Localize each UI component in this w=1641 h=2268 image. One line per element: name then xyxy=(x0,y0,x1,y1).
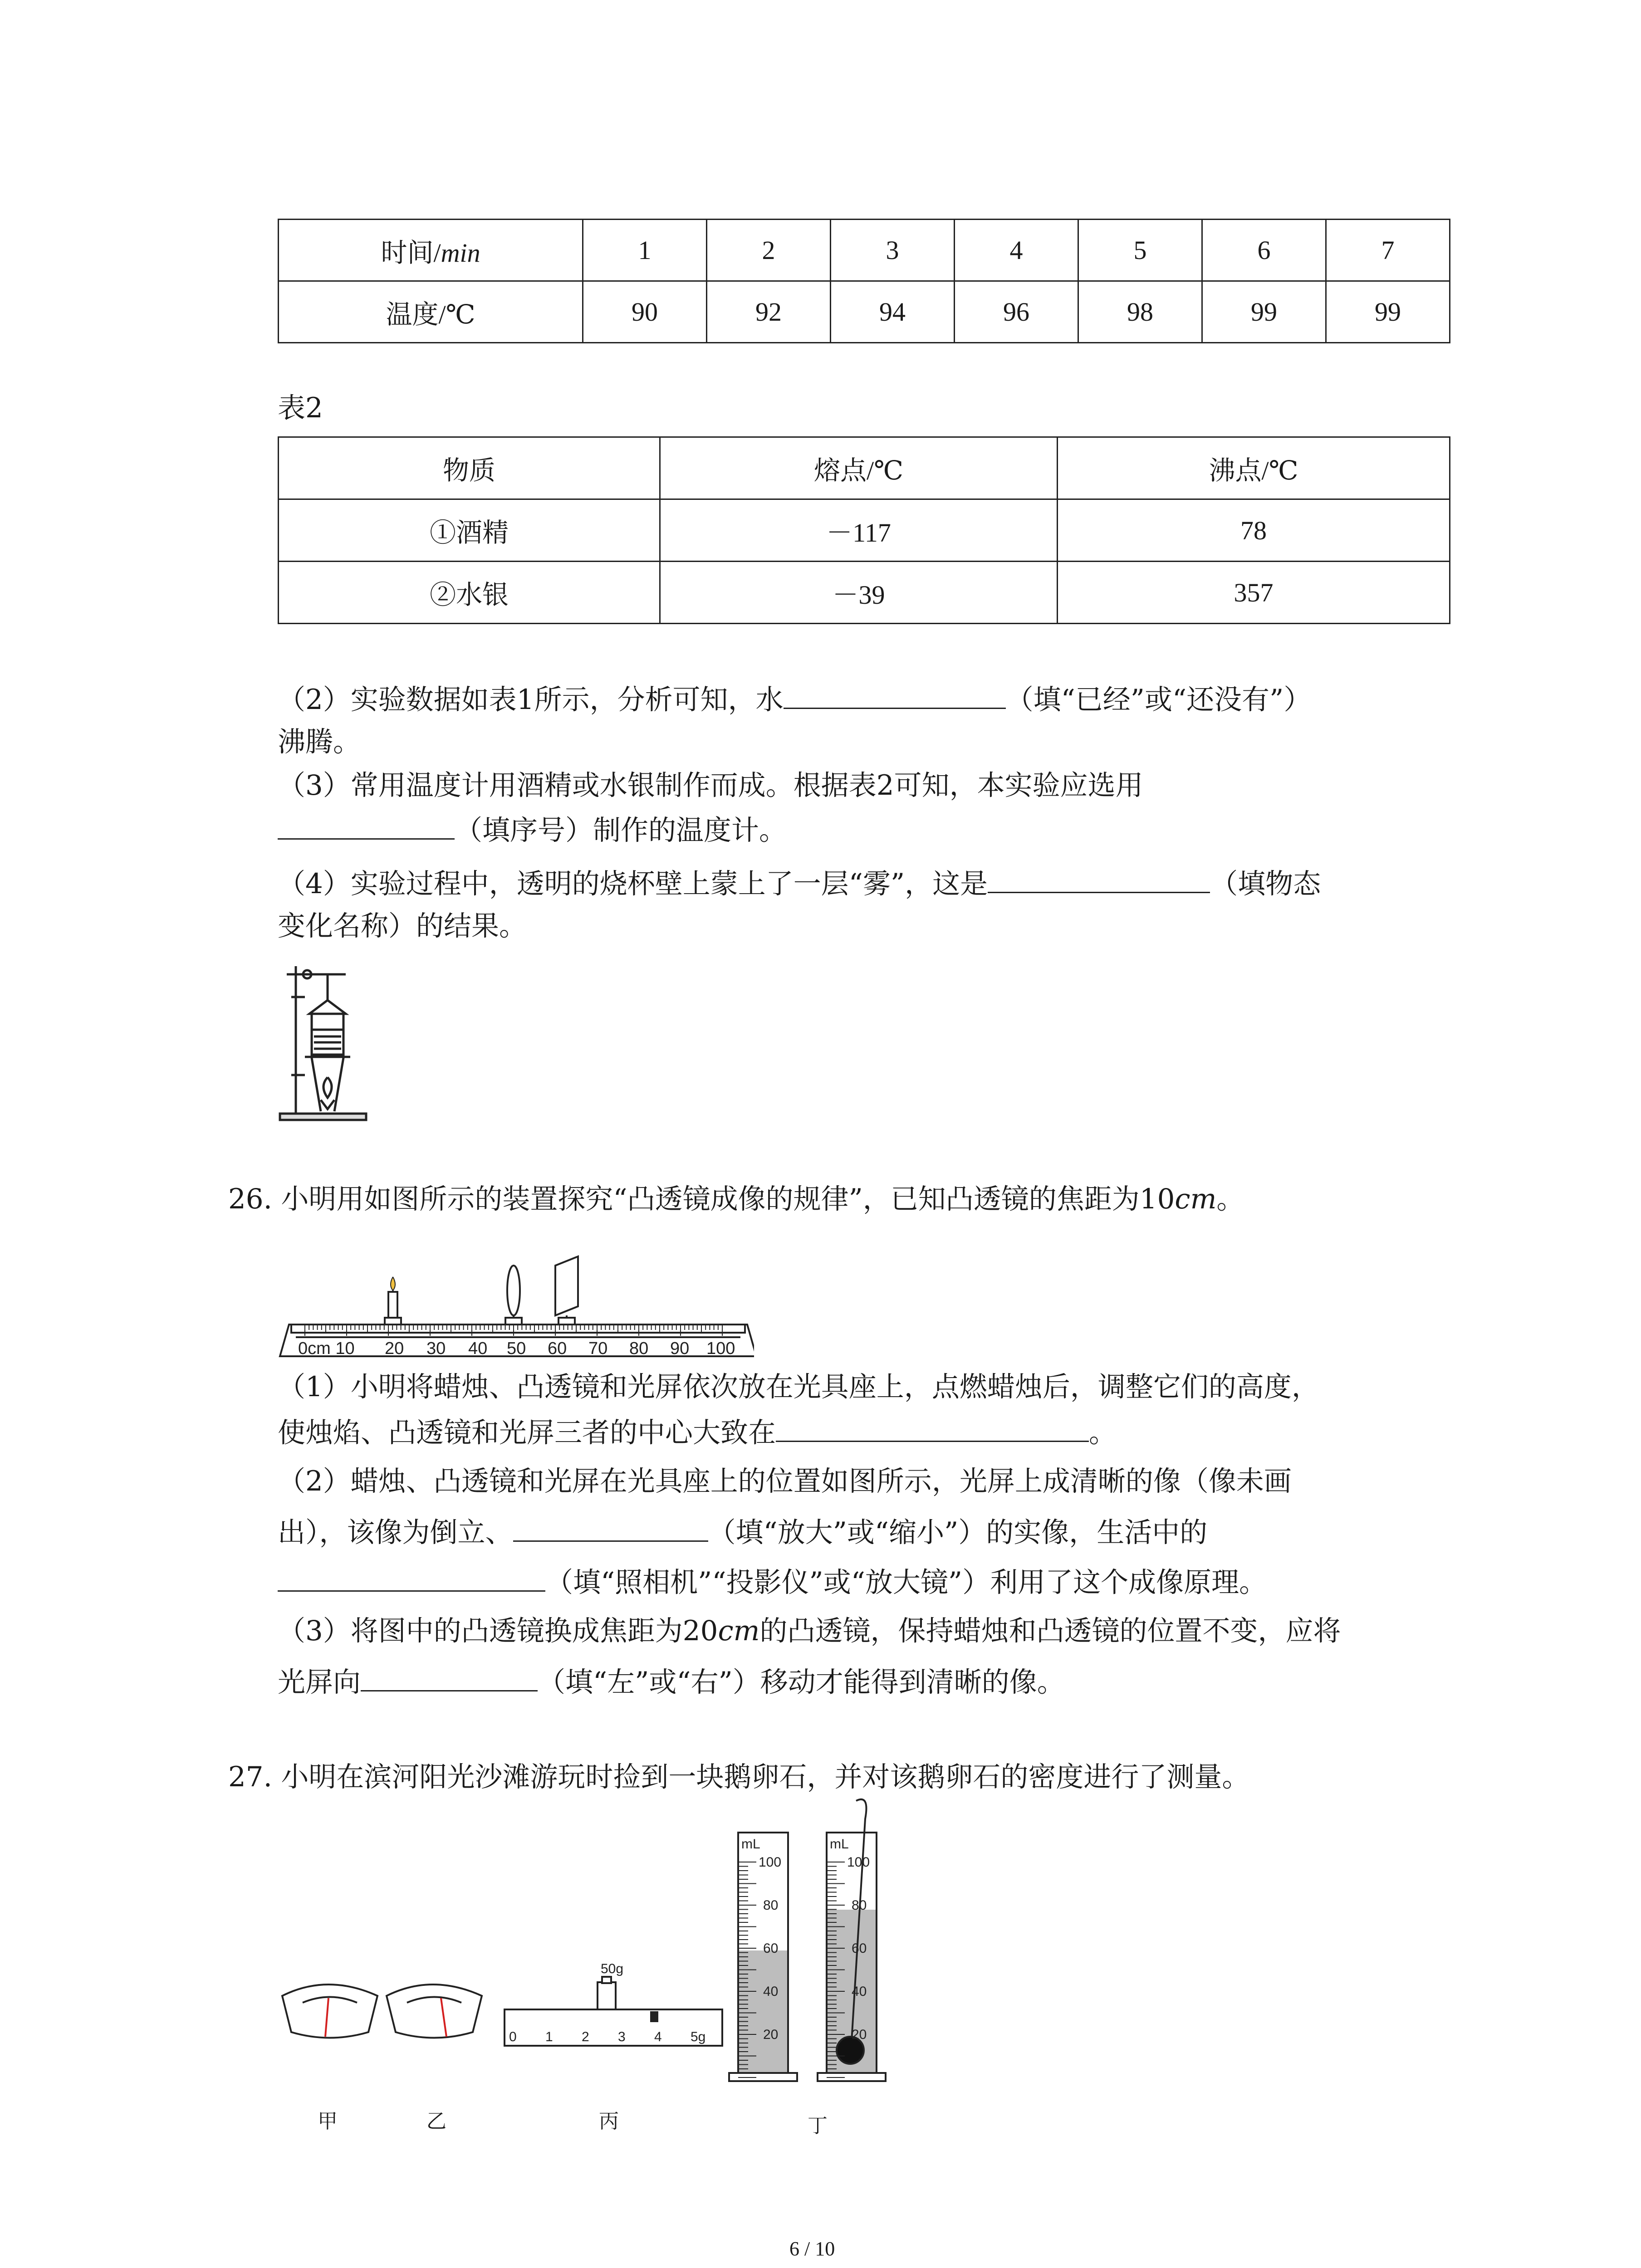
cylinder-tick: 40 xyxy=(763,1984,779,1999)
cylinder-tick: 80 xyxy=(852,1898,867,1913)
bench-label: 80 xyxy=(629,1339,649,1358)
balance-pointer-yi xyxy=(387,1984,482,2038)
cylinder-unit: mL xyxy=(830,1837,849,1852)
q25-part4-line2: 变化名称）的结果。 xyxy=(278,910,527,942)
bench-label: 20 xyxy=(385,1339,404,1358)
table-header-cell: 物质 xyxy=(279,437,660,499)
table-cell: ①酒精 xyxy=(279,499,660,562)
answer-blank[interactable] xyxy=(361,1664,538,1691)
rider-beam xyxy=(505,2009,722,2046)
table-row xyxy=(279,281,1450,343)
q25-part3-line1: （3）常用温度计用酒精或水银制作而成。根据表2可知，本实验应选用 xyxy=(278,769,1143,802)
table-cell: 温度/℃ xyxy=(279,281,583,343)
caption-ding: 丁 xyxy=(808,2114,828,2137)
table-cell: 99 xyxy=(1202,281,1326,343)
table-cell: 90 xyxy=(583,281,707,343)
weight-label: 50g xyxy=(601,1961,624,1976)
table-row xyxy=(279,499,1450,562)
table-cell: 1 xyxy=(583,220,707,281)
density-measurement-figure xyxy=(278,1796,922,2105)
caption-yi: 乙 xyxy=(426,2110,446,2133)
table-cell: 92 xyxy=(707,281,831,343)
bench-label: 0cm 10 xyxy=(298,1339,355,1358)
cylinder-tick: 60 xyxy=(852,1941,867,1956)
q25-part2-line1: （2）实验数据如表1所示，分析可知，水 （填“已经”或“还没有”） xyxy=(278,681,1311,717)
answer-blank[interactable] xyxy=(278,1564,545,1592)
table-cell: 96 xyxy=(955,281,1078,343)
cylinder-tick: 100 xyxy=(759,1855,782,1870)
table-cell: 6 xyxy=(1202,220,1326,281)
rider-label: 4 xyxy=(654,2029,662,2044)
page-number: 6 / 10 xyxy=(789,2238,835,2260)
table-2-caption: 表2 xyxy=(278,392,323,424)
table-header-cell: 沸点/℃ xyxy=(1058,437,1450,499)
rider-label: 0 xyxy=(509,2029,517,2044)
caption-bing: 丙 xyxy=(599,2110,619,2133)
weight-50g xyxy=(598,1982,616,2009)
table-cell: 2 xyxy=(707,220,831,281)
caption-jia: 甲 xyxy=(318,2110,338,2133)
q25-part2-line2: 沸腾。 xyxy=(278,726,361,758)
rider-label: 2 xyxy=(582,2029,589,2044)
bench-label: 70 xyxy=(588,1339,608,1358)
table-cell: 3 xyxy=(831,220,955,281)
q26-part2-line1: （2）蜡烛、凸透镜和光屏在光具座上的位置如图所示，光屏上成清晰的像（像未画 xyxy=(278,1465,1292,1497)
table-cell: 78 xyxy=(1058,499,1450,562)
answer-blank[interactable] xyxy=(784,681,1006,709)
q26-part3-line2: 光屏向 （填“左”或“右”）移动才能得到清晰的像。 xyxy=(278,1664,1065,1700)
answer-blank[interactable] xyxy=(278,812,455,840)
table-row xyxy=(279,220,1450,281)
q26-part3-line1: （3）将图中的凸透镜换成焦距为20cm的凸透镜，保持蜡烛和凸透镜的位置不变，应将 xyxy=(278,1615,1341,1647)
optical-bench-figure xyxy=(278,1252,754,1365)
table-1 xyxy=(278,219,1450,343)
bench-label: 60 xyxy=(548,1339,567,1358)
table-row xyxy=(279,437,1450,499)
table-cell: 98 xyxy=(1078,281,1202,343)
table-cell: 357 xyxy=(1058,562,1450,624)
table-cell: 7 xyxy=(1326,220,1450,281)
answer-blank[interactable] xyxy=(513,1514,708,1542)
boiling-apparatus-figure xyxy=(278,962,368,1125)
bench-label: 100 xyxy=(706,1339,735,1358)
rider-label: 1 xyxy=(545,2029,553,2044)
q26-stem: 26. 小明用如图所示的装置探究“凸透镜成像的规律”，已知凸透镜的焦距为10cm。 xyxy=(228,1183,1244,1215)
table-row xyxy=(279,562,1450,624)
table-cell: 99 xyxy=(1326,281,1450,343)
rider-label: 5g xyxy=(691,2029,706,2044)
q25-part3-line2: （填序号）制作的温度计。 xyxy=(278,812,787,848)
bench-label: 40 xyxy=(468,1339,488,1358)
table-cell: 时间/min xyxy=(279,220,583,281)
table-cell: －117 xyxy=(660,499,1058,562)
cylinder-tick: 40 xyxy=(852,1984,867,1999)
cylinder-tick: 100 xyxy=(847,1855,870,1870)
cylinder-tick: 80 xyxy=(763,1898,779,1913)
cylinder-tick: 20 xyxy=(763,2027,779,2042)
q26-part2-line2: 出），该像为倒立、 （填“放大”或“缩小”）的实像，生活中的 xyxy=(278,1514,1207,1550)
table-header-cell: 熔点/℃ xyxy=(660,437,1058,499)
bench-label: 90 xyxy=(670,1339,690,1358)
q26-part1-line1: （1）小明将蜡烛、凸透镜和光屏依次放在光具座上，点燃蜡烛后，调整它们的高度， xyxy=(278,1371,1319,1403)
answer-blank[interactable] xyxy=(988,865,1210,893)
table-cell: 5 xyxy=(1078,220,1202,281)
q27-stem: 27. 小明在滨河阳光沙滩游玩时捡到一块鹅卵石，并对该鹅卵石的密度进行了测量。 xyxy=(228,1761,1250,1793)
cylinder-tick: 60 xyxy=(763,1941,779,1956)
cylinder-tick: 20 xyxy=(852,2027,867,2042)
rider-label: 3 xyxy=(618,2029,626,2044)
q26-part2-line3: （填“照相机”“投影仪”或“放大镜”）利用了这个成像原理。 xyxy=(278,1564,1267,1600)
bench-label: 30 xyxy=(426,1339,446,1358)
balance-pointer-jia xyxy=(282,1984,377,2038)
table-cell: 4 xyxy=(955,220,1078,281)
cylinder-unit: mL xyxy=(741,1837,760,1852)
answer-blank[interactable] xyxy=(776,1414,1089,1442)
table-cell: 94 xyxy=(831,281,955,343)
bench-label: 50 xyxy=(507,1339,526,1358)
table-2 xyxy=(278,436,1450,624)
table-cell: －39 xyxy=(660,562,1058,624)
table-cell: ②水银 xyxy=(279,562,660,624)
q25-part4-line1: （4）实验过程中，透明的烧杯壁上蒙上了一层“雾”，这是 （填物态 xyxy=(278,865,1321,901)
q26-part1-line2: 使烛焰、凸透镜和光屏三者的中心大致在 。 xyxy=(278,1414,1117,1450)
